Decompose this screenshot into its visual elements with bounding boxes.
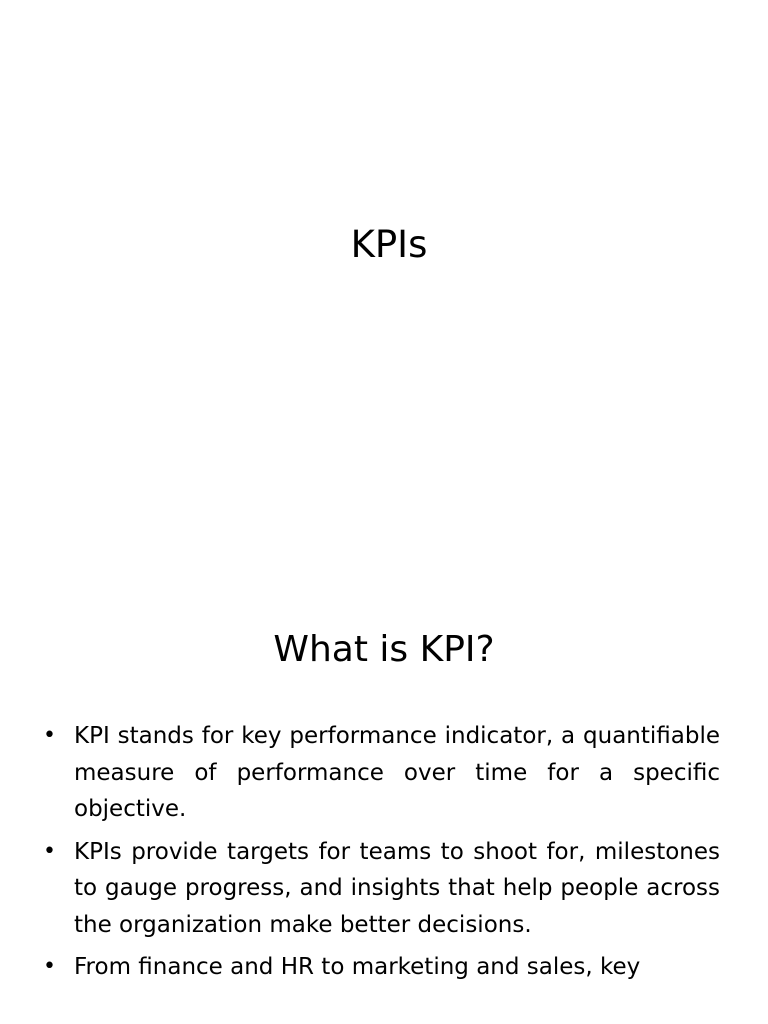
slide-what-is-kpi <box>0 576 768 1024</box>
bullet-item <box>42 834 720 944</box>
bullet-text: From finance and HR to marketing and sales, key <box>74 954 641 980</box>
bullet-item <box>42 718 720 828</box>
bullet-dot-icon: • <box>43 838 56 864</box>
bullet-list <box>42 718 720 992</box>
slide-title-what-is-kpi: What is KPI? <box>273 629 495 670</box>
bullet-dot-icon: • <box>43 723 56 748</box>
bullet-text: KPI stands for key performance indicator, a quantifiable measure of performance over time for a specific objective. <box>74 723 720 822</box>
bullet-item <box>42 949 720 986</box>
bullet-text: KPIs provide targets for teams to shoot for, milestones to gauge progress, and insights that help people across the organization make better decisions. <box>74 838 720 938</box>
bullet-dot-icon: • <box>43 954 56 979</box>
slide-title-kpis: KPIs <box>350 223 428 266</box>
